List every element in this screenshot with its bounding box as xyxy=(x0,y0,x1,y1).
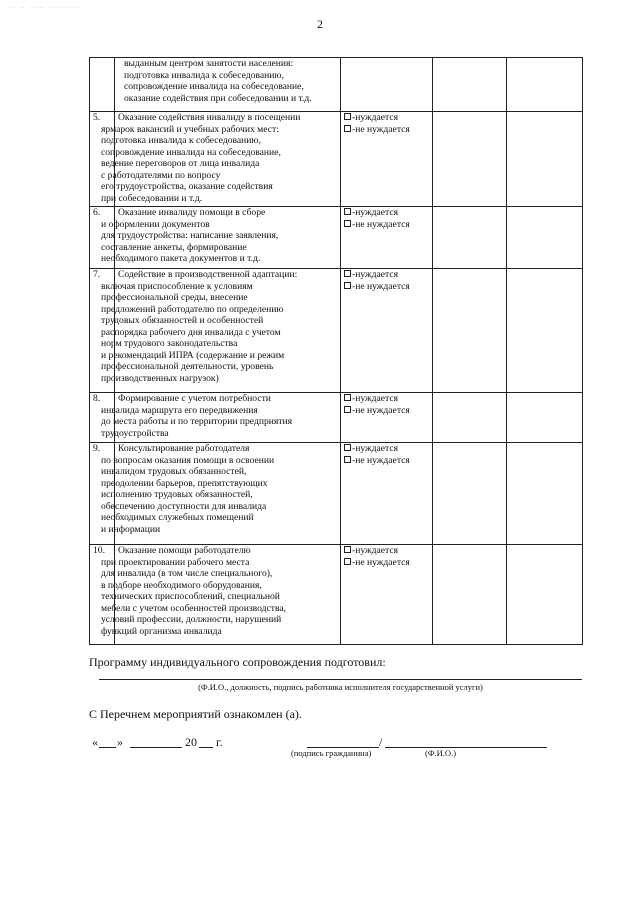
checkbox-icon[interactable] xyxy=(344,208,351,215)
activity-description xyxy=(101,443,341,545)
empty-cell-a[interactable] xyxy=(433,58,507,112)
checkbox-icon[interactable] xyxy=(344,558,351,565)
option-not-needs[interactable] xyxy=(344,124,429,136)
description-line: распорядка рабочего дня инвалида с учетом xyxy=(101,326,281,338)
checkbox-icon[interactable] xyxy=(344,456,351,463)
empty-cell-b[interactable] xyxy=(507,269,583,393)
description-line: профессиональной деятельности, уровень xyxy=(101,361,274,372)
checkbox-icon[interactable] xyxy=(344,282,351,289)
activities-table xyxy=(89,57,583,645)
description-line: инвалидом трудовых обязанностей, xyxy=(101,466,247,477)
date-close-quote: » xyxy=(117,735,123,749)
need-options xyxy=(341,112,433,207)
checkbox-icon[interactable] xyxy=(344,113,351,120)
option-label: -не нуждается xyxy=(352,454,410,466)
description-line: мебели с учетом особенностей производства, xyxy=(101,602,287,614)
signature-slash: / xyxy=(379,735,383,749)
row-number xyxy=(90,58,115,112)
description-line: производственных нагрузок) xyxy=(101,372,219,384)
row-number: 9. xyxy=(90,443,115,545)
citizen-name-field[interactable] xyxy=(385,735,547,748)
table-row xyxy=(90,269,583,393)
table-row xyxy=(90,207,583,269)
activity-description xyxy=(101,393,341,443)
need-options xyxy=(341,545,433,645)
description-line: сопровождение инвалида на собеседование, xyxy=(124,81,304,92)
empty-cell-a[interactable] xyxy=(433,393,507,443)
description-line: трудоустройства xyxy=(101,427,169,439)
description-line: условий профессии, должности, нарушений xyxy=(101,614,282,625)
description-line: функций организма инвалида xyxy=(101,625,222,637)
row-number: 10. xyxy=(90,545,115,645)
description-line: предложений работодателю по определению xyxy=(101,303,284,315)
activity-description xyxy=(101,545,341,645)
table-row xyxy=(90,545,583,645)
option-label: -нуждается xyxy=(352,545,399,556)
option-needs[interactable] xyxy=(344,269,429,281)
description-line: в подборе необходимого оборудования, xyxy=(101,579,262,591)
option-not-needs[interactable] xyxy=(344,557,429,569)
citizen-name-caption: (Ф.И.О.) xyxy=(425,748,457,758)
description-line: сопровождение инвалида на собеседование, xyxy=(101,146,281,158)
description-line: Оказание содействия инвалиду в посещении xyxy=(118,112,301,123)
empty-cell-a[interactable] xyxy=(433,443,507,545)
checkbox-icon[interactable] xyxy=(344,125,351,132)
option-label: -нуждается xyxy=(352,269,399,280)
row-number: 6. xyxy=(90,207,115,269)
description-line: Содействие в производственной адаптации: xyxy=(118,269,298,280)
empty-cell-a[interactable] xyxy=(433,545,507,645)
empty-cell-a[interactable] xyxy=(433,269,507,393)
description-line: оказание содействия при собеседовании и т.д. xyxy=(124,92,312,104)
activity-description xyxy=(115,58,341,112)
description-line: для инвалида (в том числе специального), xyxy=(101,568,273,579)
description-line: составление анкеты, формирование xyxy=(101,241,247,253)
option-label: -не нуждается xyxy=(352,280,410,292)
description-line: Формирование с учетом потребности xyxy=(118,393,271,404)
option-not-needs[interactable] xyxy=(344,281,429,293)
empty-cell-b[interactable] xyxy=(507,112,583,207)
empty-cell-b[interactable] xyxy=(507,58,583,112)
option-label: -нуждается xyxy=(352,393,399,404)
prepared-by-signature-line[interactable] xyxy=(99,679,582,680)
description-line: при собеседовании и т.д. xyxy=(101,192,203,204)
activity-description xyxy=(101,112,341,207)
checkbox-icon[interactable] xyxy=(344,406,351,413)
description-line: ведение переговоров от лица инвалида xyxy=(101,158,260,169)
option-needs[interactable] xyxy=(344,112,429,124)
description-line: включая приспособление к условиям xyxy=(101,280,253,292)
row-number: 7. xyxy=(90,269,115,393)
citizen-signature-field[interactable] xyxy=(307,735,379,748)
description-line: технических приспособлений, специальной xyxy=(101,591,280,602)
description-line: инвалида маршрута его передвижения xyxy=(101,404,258,416)
description-line: профессиональной среды, внесение xyxy=(101,292,248,303)
year-prefix: 20 xyxy=(185,735,197,749)
description-line: и оформлении документов xyxy=(101,218,210,230)
table-row xyxy=(90,112,583,207)
row-number: 8. xyxy=(90,393,115,443)
empty-cell-b[interactable] xyxy=(507,393,583,443)
year-field[interactable] xyxy=(199,735,213,748)
option-label: -не нуждается xyxy=(352,123,410,135)
description-line: Оказание инвалиду помощи в сборе xyxy=(118,207,266,218)
date-open-quote: « xyxy=(92,735,98,749)
option-not-needs[interactable] xyxy=(344,455,429,467)
activity-description xyxy=(101,269,341,393)
checkbox-icon[interactable] xyxy=(344,270,351,277)
empty-cell-a[interactable] xyxy=(433,112,507,207)
empty-cell-b[interactable] xyxy=(507,545,583,645)
need-options xyxy=(341,269,433,393)
option-not-needs[interactable] xyxy=(344,405,429,417)
option-label: -не нуждается xyxy=(352,218,410,230)
year-suffix: г. xyxy=(216,735,223,749)
empty-cell-b[interactable] xyxy=(507,207,583,269)
day-field[interactable] xyxy=(99,735,116,748)
description-line: трудовых обязанностей и особенностей xyxy=(101,315,264,326)
option-label: -не нуждается xyxy=(352,556,410,568)
activities-table-body xyxy=(90,58,583,645)
description-line: с работодателями по вопросу xyxy=(101,169,221,181)
checkbox-icon[interactable] xyxy=(344,546,351,553)
page-number: 2 xyxy=(317,17,323,31)
need-options xyxy=(341,443,433,545)
need-options xyxy=(341,207,433,269)
description-line: подготовка инвалида к собеседованию, xyxy=(101,135,261,146)
table-row xyxy=(90,58,583,112)
need-options xyxy=(341,393,433,443)
row-number: 5. xyxy=(90,112,115,207)
description-line: по вопросам оказания помощи в освоении xyxy=(101,454,275,466)
acquainted-label: С Перечнем мероприятий ознакомлен (а). xyxy=(89,707,302,721)
option-label: -нуждается xyxy=(352,207,399,218)
option-label: -нуждается xyxy=(352,443,399,454)
need-options xyxy=(341,58,433,112)
description-line: Оказание помощи работодателю xyxy=(118,545,251,556)
description-line: его трудоустройства, оказание содействия xyxy=(101,181,273,192)
header-mark: ... .. ..... .... .... xyxy=(6,4,81,10)
description-line: исполнению трудовых обязанностей, xyxy=(101,489,253,500)
table-row xyxy=(90,443,583,545)
description-line: для трудоустройства: написание заявления, xyxy=(101,230,279,241)
option-label: -не нуждается xyxy=(352,404,410,416)
empty-cell-b[interactable] xyxy=(507,443,583,545)
description-line: и рекомендаций ИПРА (содержание и режим xyxy=(101,349,285,361)
description-line: обеспечению доступности для инвалида xyxy=(101,500,267,512)
option-not-needs[interactable] xyxy=(344,219,429,231)
description-line: и информации xyxy=(101,523,161,535)
description-line: выданным центром занятости населения: xyxy=(124,58,294,69)
option-needs[interactable] xyxy=(344,207,429,219)
description-line: ярмарок вакансий и учебных рабочих мест: xyxy=(101,123,279,135)
activity-description xyxy=(101,207,341,269)
option-needs[interactable] xyxy=(344,443,429,455)
option-needs[interactable] xyxy=(344,393,429,405)
description-line: норм трудового законодательства xyxy=(101,338,238,349)
prepared-by-caption: (Ф.И.О., должность, подпись работника исполнителя государственной услуги) xyxy=(198,682,483,692)
option-label: -нуждается xyxy=(352,112,399,123)
checkbox-icon[interactable] xyxy=(344,220,351,227)
prepared-by-label: Программу индивидуального сопровождения подготовил: xyxy=(89,655,386,669)
checkbox-icon[interactable] xyxy=(344,444,351,451)
month-field[interactable] xyxy=(130,735,182,748)
table-row xyxy=(90,393,583,443)
option-needs[interactable] xyxy=(344,545,429,557)
description-line: Консультирование работодателя xyxy=(118,443,250,454)
description-line: необходимых служебных помещений xyxy=(101,512,254,523)
description-line: необходимого пакета документов и т.д. xyxy=(101,253,261,264)
description-line: подготовка инвалида к собеседованию, xyxy=(124,69,284,81)
checkbox-icon[interactable] xyxy=(344,394,351,401)
citizen-signature-caption: (подпись гражданина) xyxy=(291,748,372,758)
description-line: при проектировании рабочего места xyxy=(101,556,250,568)
empty-cell-a[interactable] xyxy=(433,207,507,269)
description-line: до места работы и по территории предприятия xyxy=(101,416,293,427)
description-line: преодолении барьеров, препятствующих xyxy=(101,477,268,489)
